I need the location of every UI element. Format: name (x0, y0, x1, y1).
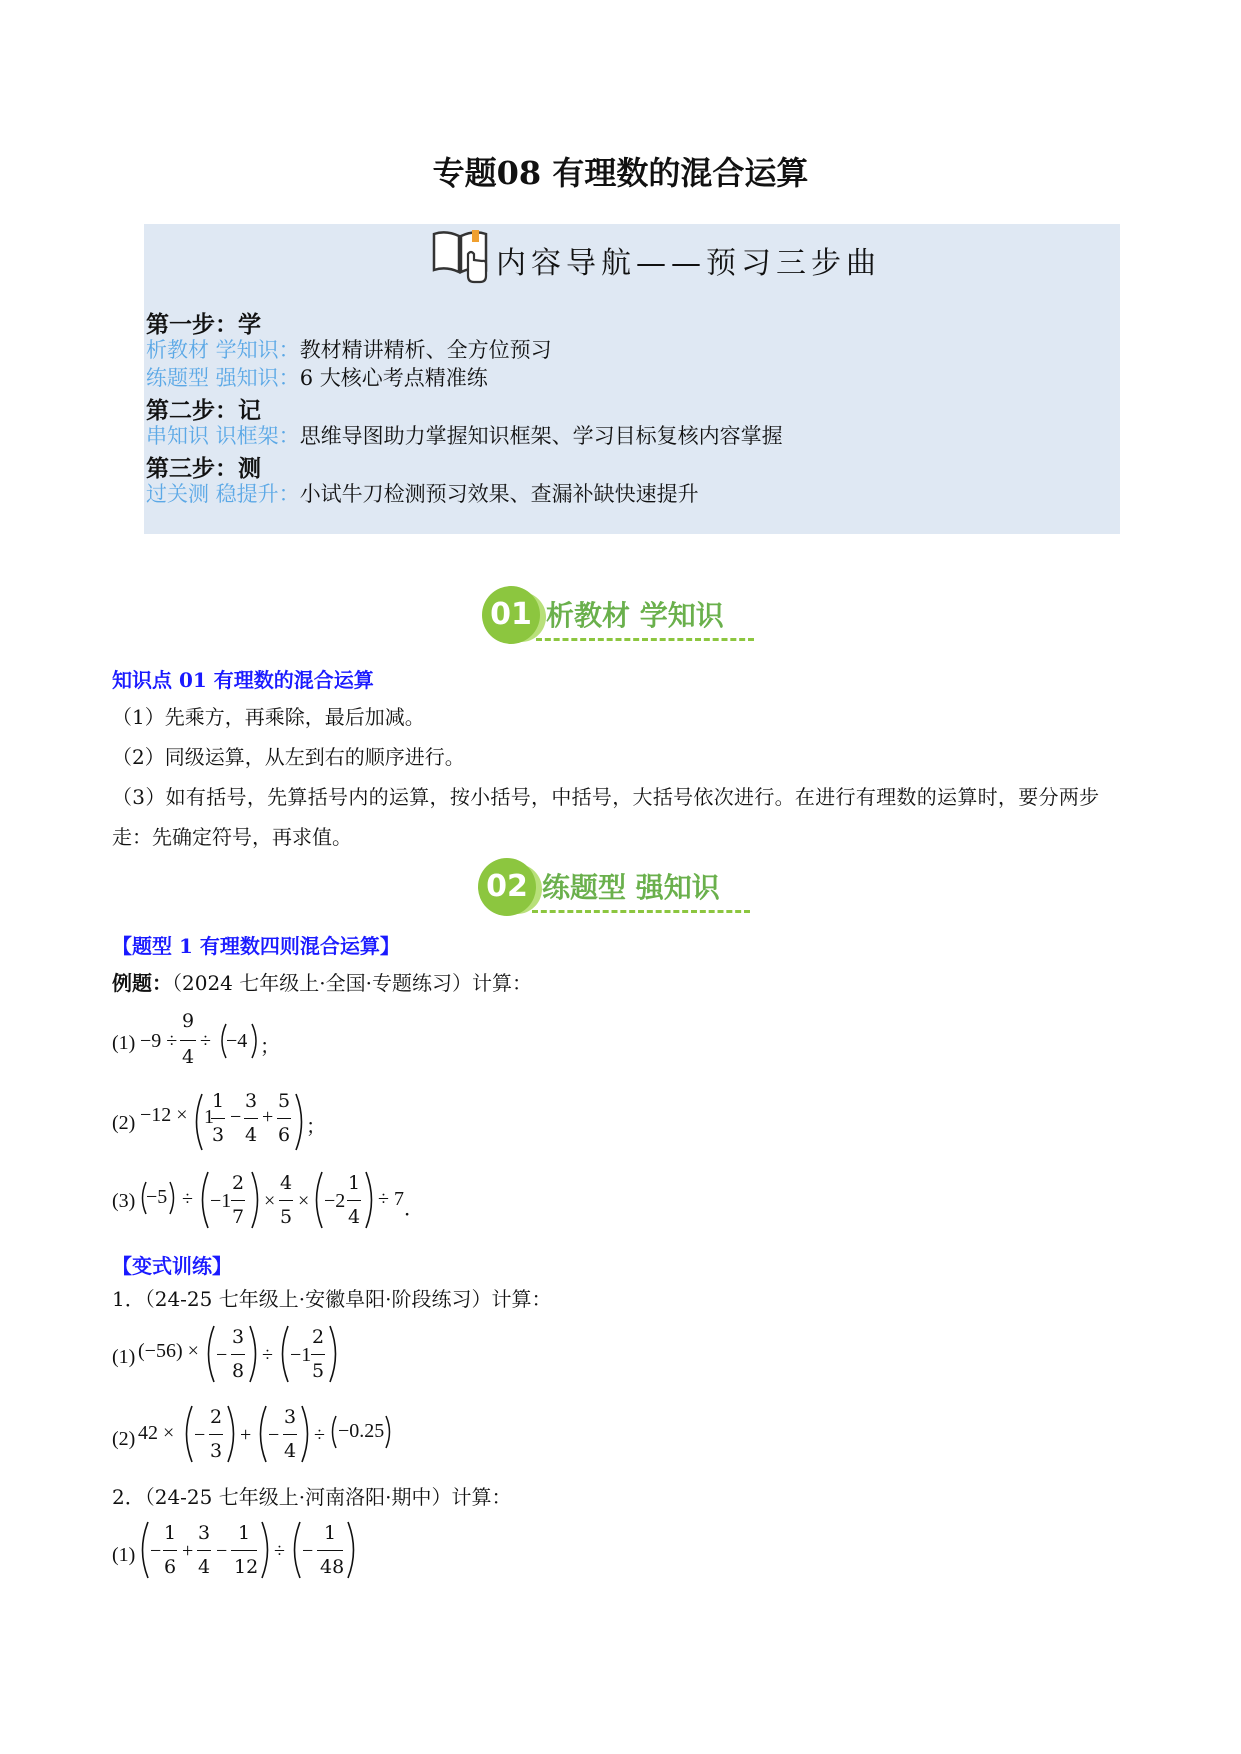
paren-right (250, 1170, 264, 1230)
expr-lead: (2) (112, 1112, 136, 1134)
fraction-den: 12 (234, 1556, 259, 1578)
nav-row2-tag: 练题型 强知识： (146, 366, 300, 390)
expr-op: − (268, 1424, 280, 1446)
fraction-bar (231, 1550, 257, 1551)
expr-lead: (1) (112, 1032, 136, 1054)
fraction-bar (277, 1118, 291, 1119)
expr-end: ； (306, 1116, 326, 1138)
example-text: （2024 七年级上·全国·专题练习）计算： (172, 971, 532, 995)
banner-label: 析教材 学知识 (546, 599, 724, 632)
banner-number: 02 (478, 858, 536, 916)
fraction-bar (279, 1200, 293, 1201)
expr-term: −12 × (140, 1104, 188, 1126)
fraction-den: 4 (283, 1440, 297, 1462)
step-one-label: 第一步：学 (146, 311, 261, 338)
fraction-bar (311, 1354, 325, 1355)
expr-lead: (1) (112, 1346, 136, 1368)
paren-left (254, 1404, 268, 1464)
fraction-bar (317, 1550, 343, 1551)
expr-op: + (262, 1106, 274, 1128)
fraction-num: 1 (347, 1172, 361, 1194)
fraction-num: 1 (211, 1090, 225, 1112)
expr-term: −4 (226, 1030, 248, 1052)
question-2-header: 2．（24-25 七年级上·河南洛阳·期中）计算： (112, 1485, 512, 1509)
fraction-den: 6 (277, 1124, 291, 1146)
step-three-label: 第三步：测 (146, 455, 261, 482)
expr-end: ； (260, 1036, 280, 1058)
expr-op: − (216, 1540, 228, 1562)
expr-op: ÷ (314, 1424, 325, 1446)
fraction-num: 2 (231, 1172, 245, 1194)
paren-left (136, 1520, 150, 1580)
fraction-num: 1 (237, 1522, 251, 1544)
paren-left (190, 1092, 204, 1152)
paren-left (202, 1324, 216, 1384)
expr-term: −0.25 (338, 1420, 385, 1442)
paren-right (384, 1414, 394, 1450)
step-two-label: 第二步：记 (146, 397, 261, 424)
expr-op: ÷ (182, 1188, 193, 1210)
expr-op: ÷ (200, 1030, 211, 1052)
fraction-bar (209, 1434, 223, 1435)
fraction-den: 5 (279, 1206, 293, 1228)
expr-op: + (240, 1424, 252, 1446)
fraction-num: 5 (277, 1090, 291, 1112)
fraction-num: 1 (163, 1522, 177, 1544)
fraction-den: 4 (197, 1556, 211, 1578)
expr-op: − (302, 1540, 314, 1562)
paren-right (260, 1520, 274, 1580)
fraction-num: 2 (209, 1406, 223, 1428)
expr-term: −5 (146, 1186, 168, 1208)
expr-term: (−56) × (138, 1340, 199, 1362)
fraction-den: 3 (211, 1124, 225, 1146)
paren-left (276, 1324, 290, 1384)
page-title: 专题08 有理数的混合运算 (432, 154, 809, 192)
paren-left (310, 1170, 324, 1230)
fraction-num: 4 (279, 1172, 293, 1194)
paren-right (364, 1170, 378, 1230)
fraction-bar (231, 1354, 245, 1355)
kp-item: （2）同级运算，从左到右的顺序进行。 (112, 745, 465, 769)
expr-term: 42 × (138, 1422, 175, 1444)
expr-end: ． (404, 1198, 424, 1220)
fraction-den: 5 (311, 1360, 325, 1382)
fraction-den: 4 (347, 1206, 361, 1228)
fraction-num: 3 (244, 1090, 258, 1112)
nav-row4-text: 小试牛刀检测预习效果、查漏补缺快速提升 (299, 482, 699, 506)
book-pointer-icon (430, 224, 492, 286)
knowledge-point-title: 知识点 01 有理数的混合运算 (112, 668, 374, 692)
fraction-num: 3 (283, 1406, 297, 1428)
fraction-bar (231, 1200, 245, 1201)
expr-lead: (1) (112, 1544, 136, 1566)
fraction-num: 3 (197, 1522, 211, 1544)
fraction-bar (211, 1118, 225, 1119)
fraction-den: 8 (231, 1360, 245, 1382)
paren-left (196, 1170, 210, 1230)
expr-op: + (182, 1540, 194, 1562)
nav-row4-tag: 过关测 稳提升： (146, 482, 300, 506)
expr-op: ÷ (274, 1540, 285, 1562)
banner-dashes (536, 638, 754, 641)
paren-right (328, 1324, 342, 1384)
section-banner-01 (482, 586, 772, 656)
paren-right (300, 1404, 314, 1464)
mixed-whole: 1 (204, 1106, 214, 1128)
fraction-den: 7 (231, 1206, 245, 1228)
paren-left (180, 1404, 194, 1464)
fraction-den: 4 (244, 1124, 258, 1146)
question-type-title: 【题型 1 有理数四则混合运算】 (112, 934, 400, 958)
paren-left (288, 1520, 302, 1580)
fraction-num: 1 (323, 1522, 337, 1544)
nav-row3-tag: 串知识 识框架： (146, 424, 300, 448)
kp-item: （3）如有括号，先算括号内的运算，按小括号，中括号，大括号依次进行。在进行有理数的运算时，要分两步 (112, 785, 1100, 809)
section-banner-02 (478, 858, 768, 928)
kp-item: （1）先乘方，再乘除，最后加减。 (112, 705, 425, 729)
banner-label: 练题型 强知识 (542, 871, 720, 904)
nav-row1-text: 教材精讲精析、全方位预习 (299, 338, 552, 362)
fraction-den: 6 (163, 1556, 177, 1578)
expr-term: −9 ÷ (140, 1030, 178, 1052)
fraction-bar (197, 1550, 211, 1551)
fraction-den: 48 (320, 1556, 345, 1578)
fraction-den: 4 (181, 1046, 195, 1068)
mixed-whole: −1 (210, 1190, 232, 1212)
expr-op: − (150, 1540, 162, 1562)
nav-row1-tag: 析教材 学知识： (146, 338, 300, 362)
fraction-bar (180, 1040, 196, 1041)
fraction-bar (244, 1118, 258, 1119)
nav-row2-text: 6 大核心考点精准练 (299, 366, 488, 390)
expr-op: ÷ (262, 1344, 273, 1366)
variant-title: 【变式训练】 (112, 1254, 232, 1278)
paren-right (168, 1180, 178, 1216)
fraction-num: 2 (311, 1326, 325, 1348)
expr-term: ÷ 7 (378, 1188, 404, 1210)
example-label: 例题： (112, 971, 172, 995)
banner-number: 01 (482, 586, 540, 644)
fraction-bar (163, 1550, 177, 1551)
expr-op: − (230, 1106, 242, 1128)
paren-right (248, 1324, 262, 1384)
expr-op: × (264, 1190, 276, 1212)
expr-lead: (2) (112, 1428, 136, 1450)
mixed-whole: −2 (324, 1190, 346, 1212)
fraction-num: 9 (181, 1010, 195, 1032)
fraction-den: 3 (209, 1440, 223, 1462)
paren-right (226, 1404, 240, 1464)
expr-op: × (298, 1190, 310, 1212)
nav-row3-text: 思维导图助力掌握知识框架、学习目标复核内容掌握 (299, 424, 783, 448)
paren-left (328, 1414, 338, 1450)
nav-heading: 内容导航——预习三步曲 (496, 246, 881, 281)
fraction-bar (347, 1200, 361, 1201)
mixed-whole: −1 (290, 1344, 312, 1366)
kp-item: 走：先确定符号，再求值。 (112, 825, 352, 849)
fraction-bar (283, 1434, 297, 1435)
banner-dashes (532, 910, 750, 913)
expr-op: − (194, 1424, 206, 1446)
fraction-num: 3 (231, 1326, 245, 1348)
paren-right (346, 1520, 360, 1580)
expr-lead: (3) (112, 1190, 136, 1212)
expr-op: − (216, 1344, 228, 1366)
question-1-header: 1．（24-25 七年级上·安徽阜阳·阶段练习）计算： (112, 1287, 552, 1311)
